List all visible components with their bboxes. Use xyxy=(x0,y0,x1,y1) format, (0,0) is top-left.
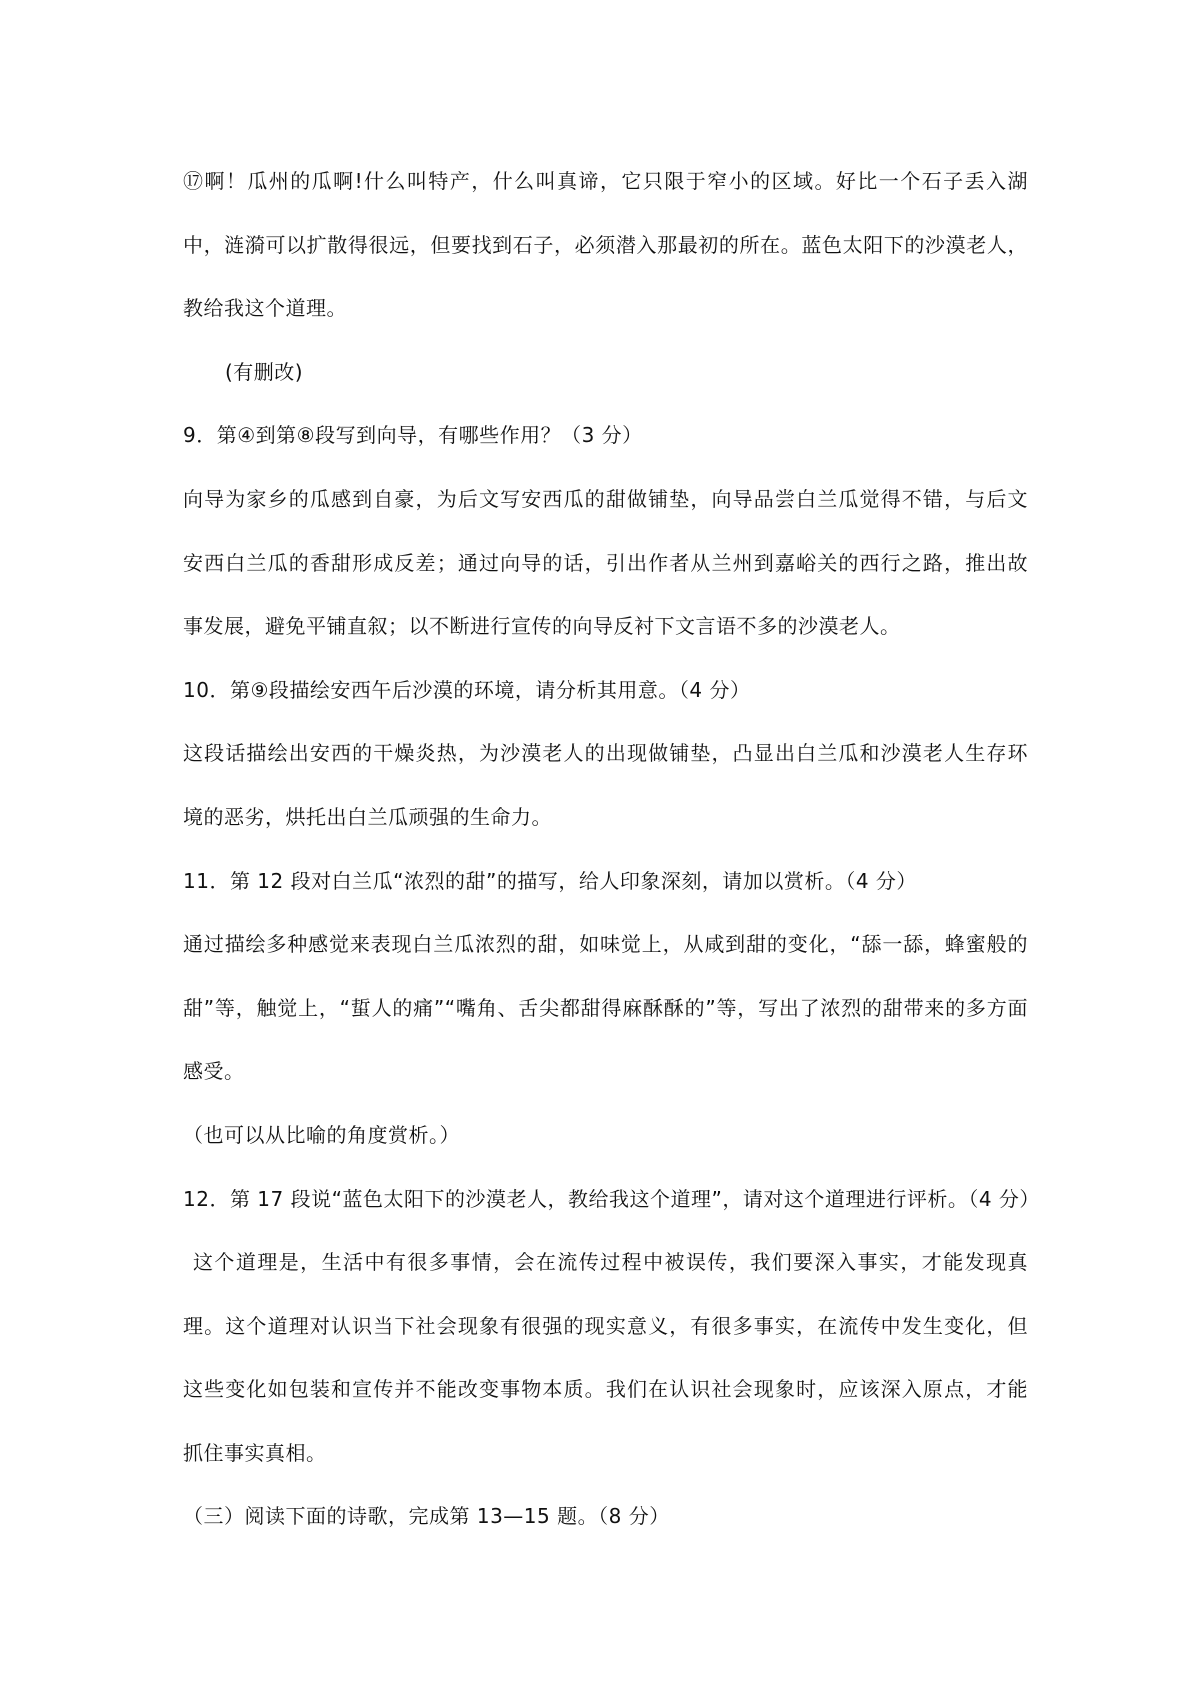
answer-11-line-1: 通过描绘多种感觉来表现白兰瓜浓烈的甜，如味觉上，从咸到甜的变化，“舔一舔，蜂蜜般的 xyxy=(183,932,1028,957)
section-3-heading: （三）阅读下面的诗歌，完成第 13—15 题。（8 分） xyxy=(183,1504,670,1529)
answer-11-note: （也可以从比喻的角度赏析。） xyxy=(183,1122,460,1147)
answer-12-line-4: 抓住事实真相。 xyxy=(183,1440,327,1465)
passage-line-17-1: ⑰啊！瓜州的瓜啊!什么叫特产，什么叫真谛，它只限于窄小的区域。好比一个石子丢入湖 xyxy=(183,169,1028,193)
question-9: 9．第④到第⑧段写到向导，有哪些作用？（3 分） xyxy=(183,423,643,448)
answer-9-line-2: 安西白兰瓜的香甜形成反差；通过向导的话，引出作者从兰州到嘉峪关的西行之路，推出故 xyxy=(183,550,1028,575)
source-note: (有删改) xyxy=(225,359,304,384)
answer-10-line-1: 这段话描绘出安西的干燥炎热，为沙漠老人的出现做铺垫，凸显出白兰瓜和沙漠老人生存环 xyxy=(183,741,1028,766)
answer-11-line-3: 感受。 xyxy=(183,1059,245,1084)
question-11: 11．第 12 段对白兰瓜“浓烈的甜”的描写，给人印象深刻，请加以赏析。（4 分） xyxy=(183,868,917,893)
document-page xyxy=(183,150,1040,1549)
answer-12-line-3: 这些变化如包装和宣传并不能改变事物本质。我们在认识社会现象时，应该深入原点，才能 xyxy=(183,1377,1028,1402)
answer-9-line-3: 事发展，避免平铺直叙；以不断进行宣传的向导反衬下文言语不多的沙漠老人。 xyxy=(183,614,901,639)
answer-11-line-2: 甜”等，触觉上，“蜇人的痛”“嘴角、舌尖都甜得麻酥酥的”等，写出了浓烈的甜带来的多方面 xyxy=(183,995,1028,1020)
passage-line-17-3: 教给我这个道理。 xyxy=(183,296,347,321)
answer-12-line-2: 理。这个道理对认识当下社会现象有很强的现实意义，有很多事实，在流传中发生变化，但 xyxy=(183,1313,1028,1338)
answer-10-line-2: 境的恶劣，烘托出白兰瓜顽强的生命力。 xyxy=(183,804,552,829)
question-10: 10．第⑨段描绘安西午后沙漠的环境，请分析其用意。（4 分） xyxy=(183,677,751,702)
answer-12-line-1: 这个道理是，生活中有很多事情，会在流传过程中被误传，我们要深入事实，才能发现真 xyxy=(193,1250,1028,1275)
answer-9-line-1: 向导为家乡的瓜感到自豪，为后文写安西瓜的甜做铺垫，向导品尝白兰瓜觉得不错，与后文 xyxy=(183,486,1028,511)
passage-line-17-2: 中，涟漪可以扩散得很远，但要找到石子，必须潜入那最初的所在。蓝色太阳下的沙漠老人， xyxy=(183,232,1028,257)
question-12: 12．第 17 段说“蓝色太阳下的沙漠老人，教给我这个道理”，请对这个道理进行评析。（4 分） xyxy=(183,1186,1040,1211)
